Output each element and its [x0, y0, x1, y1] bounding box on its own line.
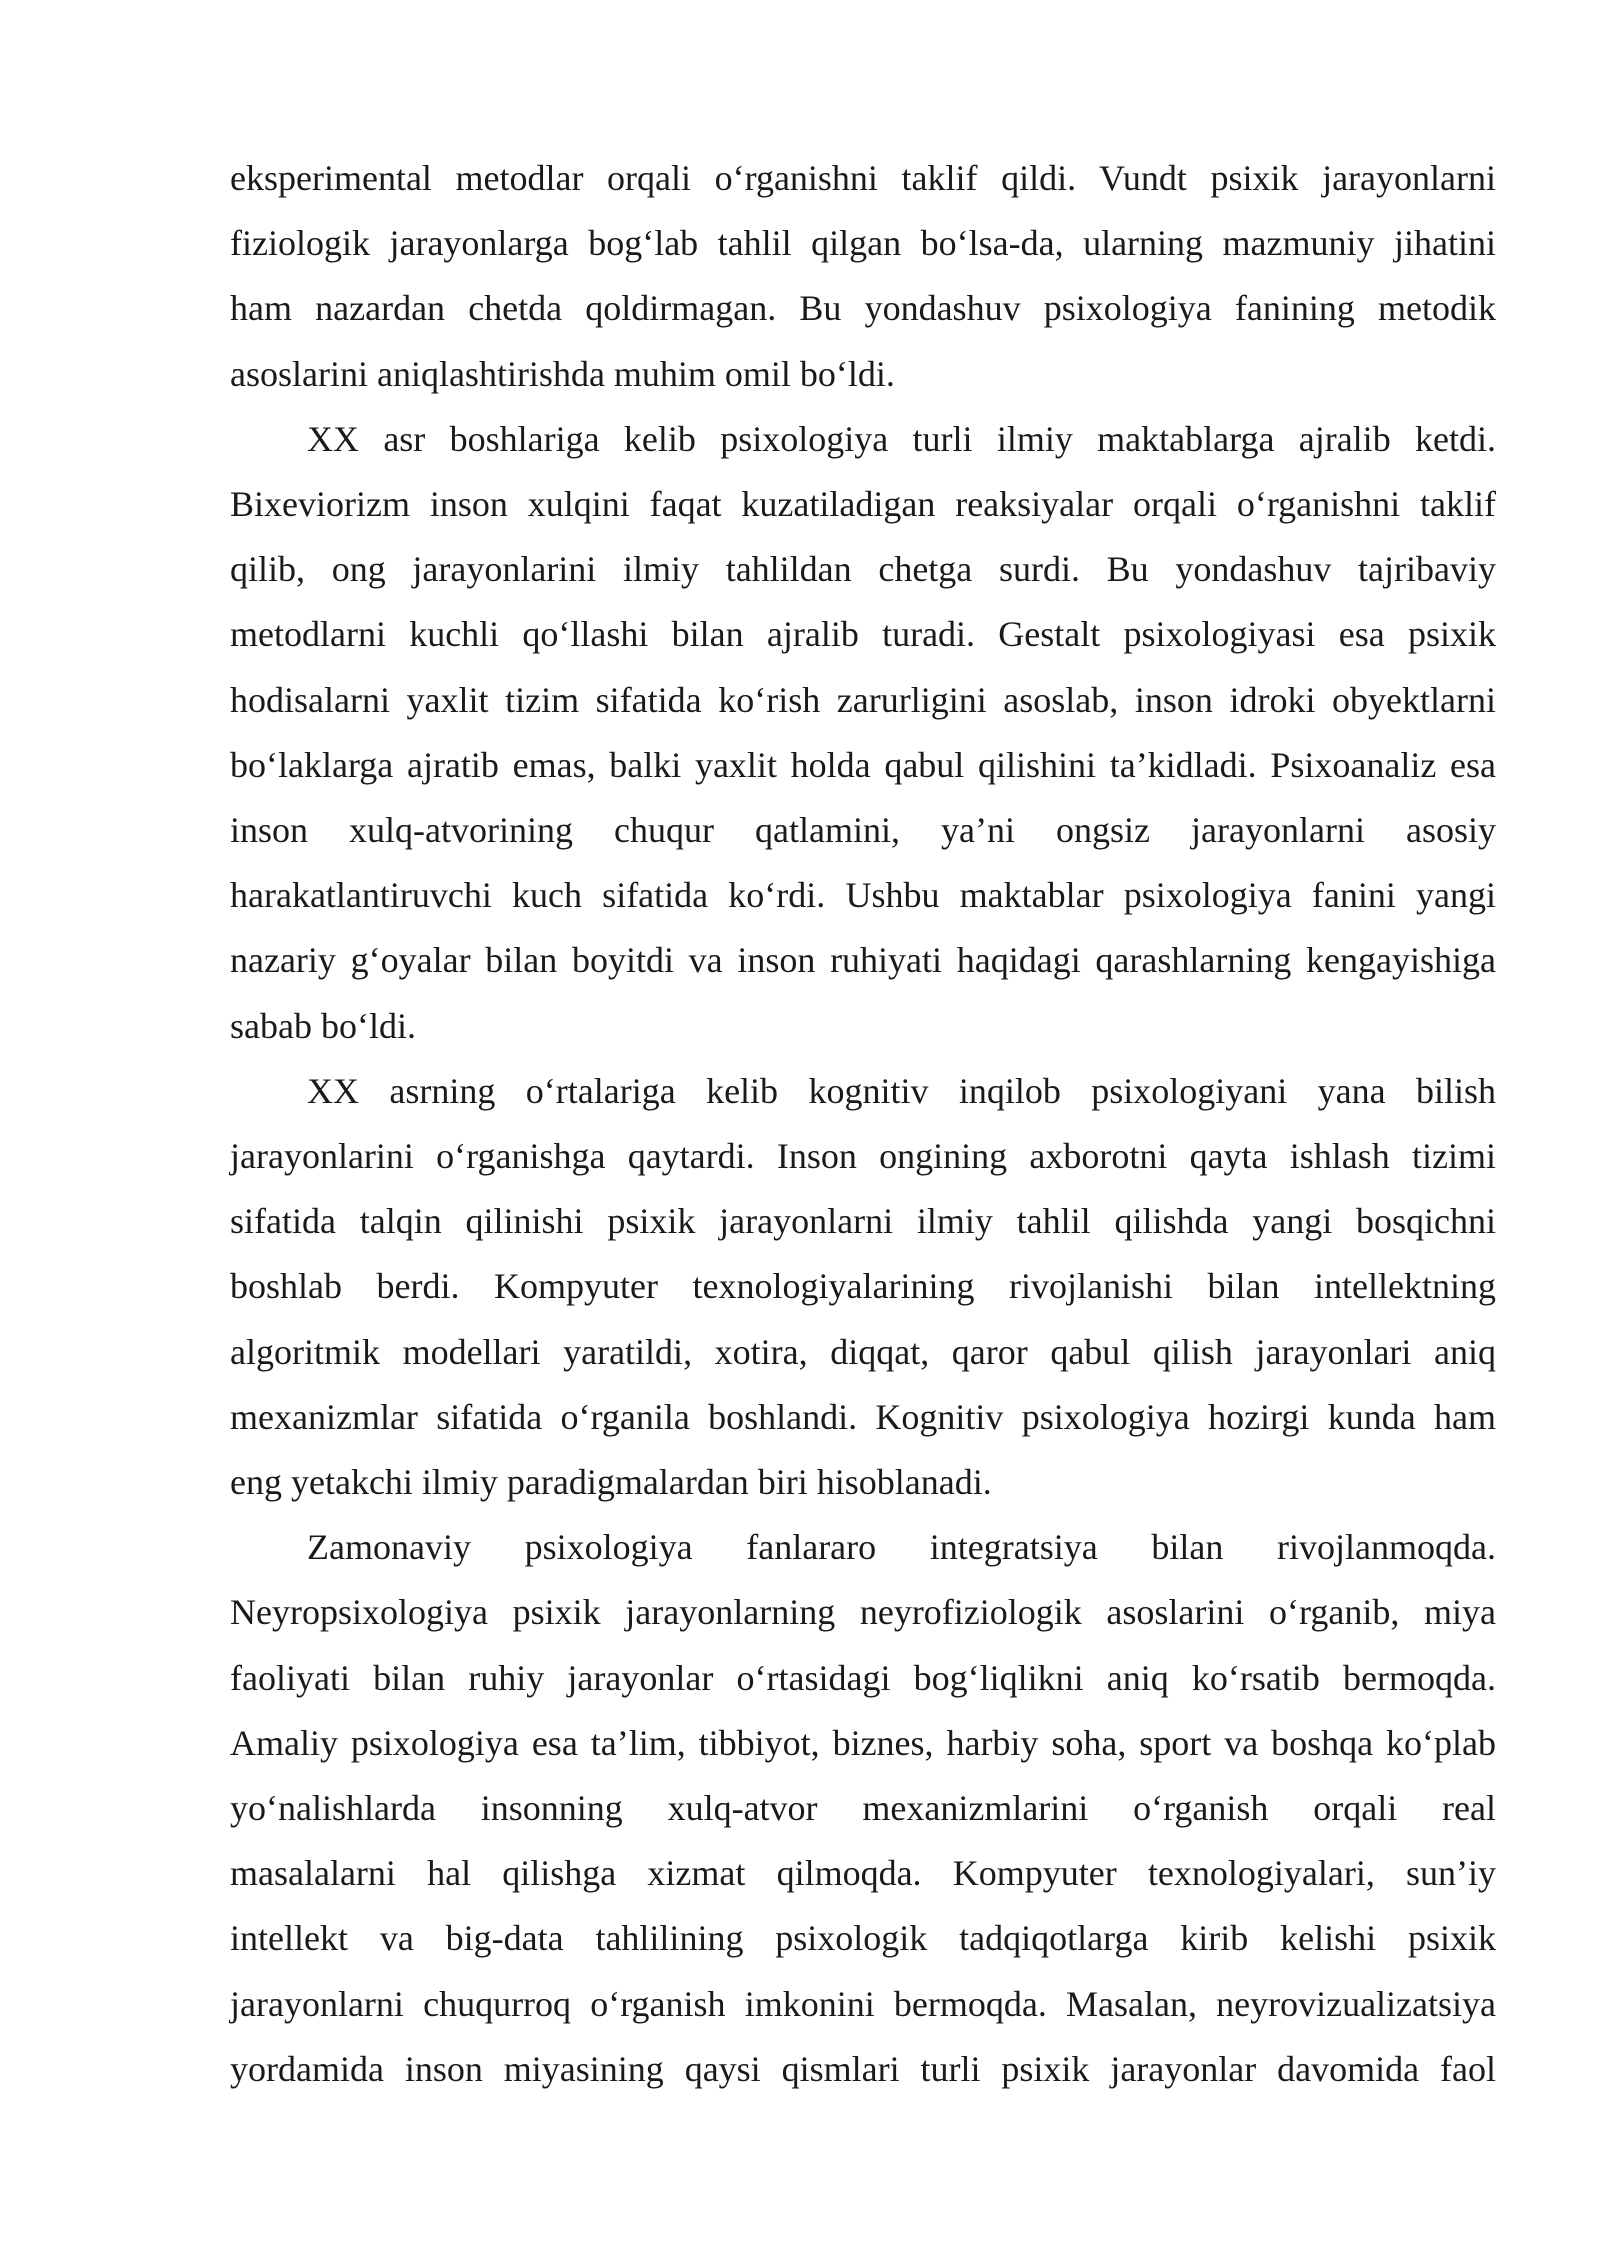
text-line: hodisalarni yaxlit tizim sifatida ko‘rish zarurligini asoslab, inson idroki obyektlarni: [230, 679, 1496, 720]
text-line: yordamida inson miyasining qaysi qismlari turli psixik jarayonlar davomida faol: [230, 2048, 1496, 2089]
text-line: Neyropsixologiya psixik jarayonlarning neyrofiziologik asoslarini o‘rganib, miya: [230, 1592, 1496, 1633]
text-line: jarayonlarini o‘rganishga qaytardi. Inson ongining axborotni qayta ishlash tizimi: [230, 1136, 1496, 1177]
body-text: [230, 146, 1496, 2102]
text-line: bo‘laklarga ajratib emas, balki yaxlit holda qabul qilishini ta’kidladi. Psixoanaliz esa: [230, 744, 1496, 785]
text-line: eksperimental metodlar orqali o‘rganishni taklif qildi. Vundt psixik jarayonlarni: [230, 158, 1496, 198]
paragraph: [230, 146, 1496, 407]
text-line: yo‘nalishlarda insonning xulq-atvor mexanizmlarini o‘rganish orqali real: [230, 1788, 1496, 1829]
text-line: metodlarni kuchli qo‘llashi bilan ajralib turadi. Gestalt psixologiyasi esa psixik: [230, 614, 1496, 655]
text-line: XX asr boshlariga kelib psixologiya turli ilmiy maktablarga ajralib ketdi.: [307, 418, 1496, 459]
text-line: Zamonaviy psixologiya fanlararo integratsiya bilan rivojlanmoqda.: [307, 1527, 1496, 1568]
text-line: Amaliy psixologiya esa ta’lim, tibbiyot, biznes, harbiy soha, sport va boshqa ko‘plab: [230, 1722, 1496, 1763]
text-line: masalalarni hal qilishga xizmat qilmoqda. Kompyuter texnologiyalari, sun’iy: [230, 1853, 1496, 1894]
text-line: asoslarini aniqlashtirishda muhim omil bo‘ldi.: [230, 353, 895, 394]
text-line: nazariy g‘oyalar bilan boyitdi va inson ruhiyati haqidagi qarashlarning kengayishiga: [230, 940, 1496, 981]
paragraph: [230, 407, 1496, 1059]
text-line: eng yetakchi ilmiy paradigmalardan biri hisoblanadi.: [230, 1462, 992, 1503]
text-line: XX asrning o‘rtalariga kelib kognitiv inqilob psixologiyani yana bilish: [307, 1070, 1496, 1111]
paragraph: [230, 1515, 1496, 2102]
text-line: ham nazardan chetda qoldirmagan. Bu yondashuv psixologiya fanining metodik: [230, 288, 1496, 329]
text-line: intellekt va big-data tahlilining psixologik tadqiqotlarga kirib kelishi psixik: [230, 1918, 1496, 1959]
text-line: qilib, ong jarayonlarini ilmiy tahlildan chetga surdi. Bu yondashuv tajribaviy: [230, 549, 1496, 590]
text-line: harakatlantiruvchi kuch sifatida ko‘rdi. Ushbu maktablar psixologiya fanini yangi: [230, 875, 1496, 916]
text-line: inson xulq-atvorining chuqur qatlamini, ya’ni ongsiz jarayonlarni asosiy: [230, 810, 1496, 851]
text-line: boshlab berdi. Kompyuter texnologiyalarining rivojlanishi bilan intellektning: [230, 1266, 1496, 1307]
text-line: sifatida talqin qilinishi psixik jarayonlarni ilmiy tahlil qilishda yangi bosqichni: [230, 1201, 1496, 1242]
text-line: sabab bo‘ldi.: [230, 1005, 416, 1046]
text-line: faoliyati bilan ruhiy jarayonlar o‘rtasidagi bog‘liqlikni aniq ko‘rsatib bermoqda.: [230, 1657, 1496, 1698]
text-line: algoritmik modellari yaratildi, xotira, diqqat, qaror qabul qilish jarayonlari aniq: [230, 1331, 1496, 1372]
paragraph: [230, 1059, 1496, 1515]
text-line: Bixeviorizm inson xulqini faqat kuzatiladigan reaksiyalar orqali o‘rganishni taklif: [230, 484, 1496, 525]
text-line: jarayonlarni chuqurroq o‘rganish imkonini bermoqda. Masalan, neyrovizualizatsiya: [230, 1983, 1496, 2024]
text-line: mexanizmlar sifatida o‘rganila boshlandi. Kognitiv psixologiya hozirgi kunda ham: [230, 1396, 1496, 1437]
text-line: fiziologik jarayonlarga bog‘lab tahlil qilgan bo‘lsa-da, ularning mazmuniy jihatini: [230, 223, 1496, 264]
